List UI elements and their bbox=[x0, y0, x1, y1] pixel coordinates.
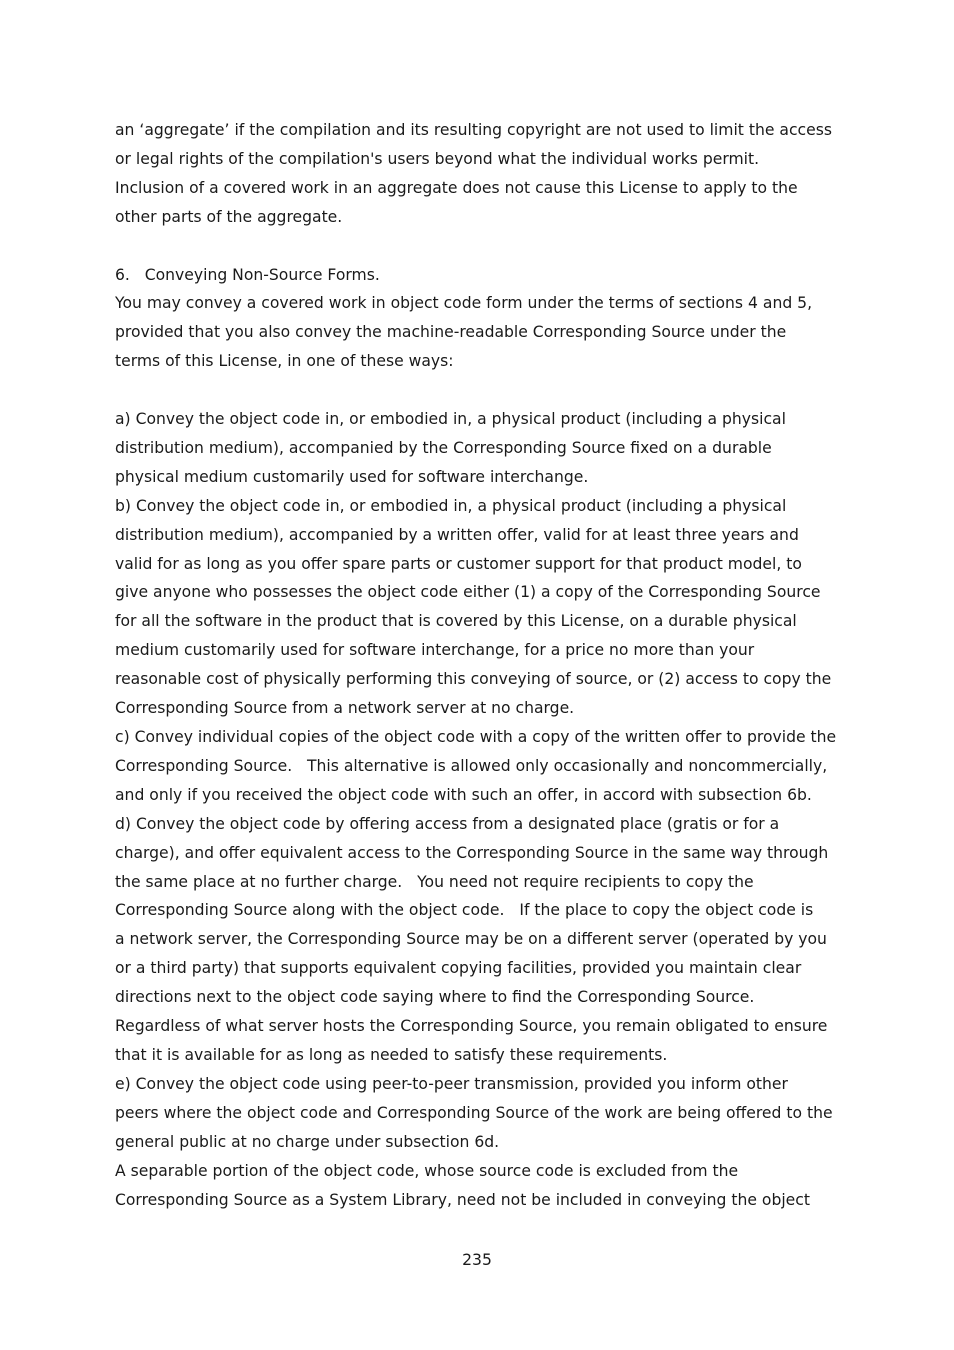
text-line: an ‘aggregate’ if the compilation and its resulting copyright are not used to limit the access bbox=[115, 121, 832, 139]
text-line: distribution medium), accompanied by the Corresponding Source fixed on a durable bbox=[115, 438, 772, 457]
document-body bbox=[115, 116, 850, 1214]
text-line: other parts of the aggregate. bbox=[115, 207, 343, 226]
text-line: general public at no charge under subsection 6d. bbox=[115, 1132, 500, 1151]
text-line: physical medium customarily used for software interchange. bbox=[115, 467, 589, 486]
section-heading: 6. Conveying Non-Source Forms. bbox=[115, 265, 380, 284]
page-number: 235 bbox=[462, 1251, 492, 1269]
paragraph-option-a bbox=[115, 405, 850, 492]
text-line: give anyone who possesses the object code either (1) a copy of the Corresponding Source bbox=[115, 583, 821, 602]
text-line: that it is available for as long as needed to satisfy these requirements. bbox=[115, 1045, 668, 1064]
paragraph-option-e bbox=[115, 1070, 850, 1157]
paragraph-separable-portion bbox=[115, 1157, 850, 1215]
text-line: directions next to the object code saying where to find the Corresponding Source. bbox=[115, 988, 755, 1007]
text-line: for all the software in the product that is covered by this License, on a durable physical bbox=[115, 612, 797, 631]
text-line: Regardless of what server hosts the Corresponding Source, you remain obligated to ensure bbox=[115, 1017, 828, 1036]
paragraph-gap bbox=[115, 232, 850, 261]
text-line: charge), and offer equivalent access to the Corresponding Source in the same way through bbox=[115, 843, 829, 862]
text-line: terms of this License, in one of these ways: bbox=[115, 352, 454, 371]
text-line: d) Convey the object code by offering access from a designated place (gratis or for a bbox=[115, 814, 780, 833]
text-line: the same place at no further charge. You need not require recipients to copy the bbox=[115, 872, 754, 891]
text-line: b) Convey the object code in, or embodied in, a physical product (including a physical bbox=[115, 496, 787, 515]
text-line: c) Convey individual copies of the object code with a copy of the written offer to provide the bbox=[115, 728, 837, 746]
text-line: or a third party) that supports equivalent copying facilities, provided you maintain clear bbox=[115, 959, 802, 978]
text-line: A separable portion of the object code, whose source code is excluded from the bbox=[115, 1161, 739, 1180]
text-line: e) Convey the object code using peer-to-peer transmission, provided you inform other bbox=[115, 1074, 788, 1093]
paragraph-gap bbox=[115, 376, 850, 405]
paragraph-intro bbox=[115, 289, 850, 376]
text-line: Corresponding Source along with the object code. If the place to copy the object code is bbox=[115, 901, 814, 920]
text-line: a) Convey the object code in, or embodied in, a physical product (including a physical bbox=[115, 410, 786, 429]
paragraph-option-c bbox=[115, 723, 850, 810]
paragraph-option-d bbox=[115, 810, 850, 1070]
text-line: Inclusion of a covered work in an aggregate does not cause this License to apply to the bbox=[115, 178, 798, 197]
text-line: distribution medium), accompanied by a written offer, valid for at least three years and bbox=[115, 525, 799, 544]
text-line: Corresponding Source from a network server at no charge. bbox=[115, 699, 575, 718]
text-line: Corresponding Source. This alternative is allowed only occasionally and noncommercially, bbox=[115, 756, 828, 775]
text-line: peers where the object code and Corresponding Source of the work are being offered to the bbox=[115, 1103, 833, 1122]
text-line: reasonable cost of physically performing this conveying of source, or (2) access to copy the bbox=[115, 670, 832, 689]
text-line: Corresponding Source as a System Library, need not be included in conveying the object bbox=[115, 1190, 810, 1209]
text-line: medium customarily used for software interchange, for a price no more than your bbox=[115, 641, 755, 660]
text-line: or legal rights of the compilation's users beyond what the individual works permit. bbox=[115, 149, 760, 168]
text-line: a network server, the Corresponding Source may be on a different server (operated by you bbox=[115, 930, 827, 949]
text-line: and only if you received the object code with such an offer, in accord with subsection 6b. bbox=[115, 785, 812, 804]
text-line: You may convey a covered work in object code form under the terms of sections 4 and 5, bbox=[115, 294, 813, 313]
text-line: provided that you also convey the machine-readable Corresponding Source under the bbox=[115, 323, 787, 342]
paragraph-option-b bbox=[115, 492, 850, 723]
text-line: valid for as long as you offer spare parts or customer support for that product model, to bbox=[115, 554, 802, 573]
paragraph-aggregate bbox=[115, 116, 850, 232]
